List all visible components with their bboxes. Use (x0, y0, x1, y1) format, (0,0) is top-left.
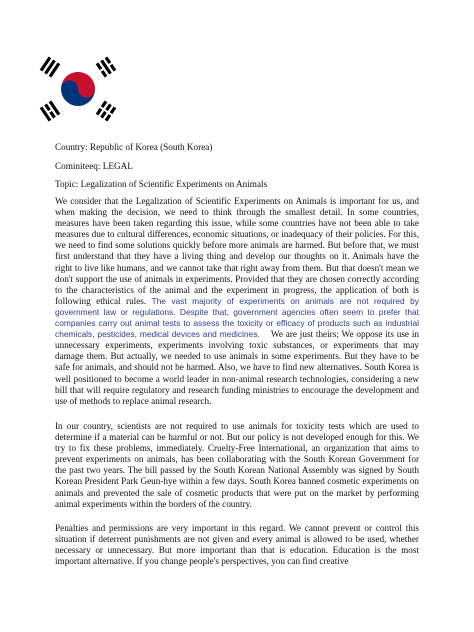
trigram-top-left (40, 56, 61, 77)
paragraph-2: In our country, scientists are not required to use animals for toxicity tests which are used to determine if a material can be harmful or not. But our policy is not developed enough for this. We try to fix these problems, immediately. Cruelty-Free International, an organization that aims to prevent experiments on animals, has been collaborating with the South Korean Government for the past two years. The bill passed by the South Korean National Assembly was signed by South Korean President Park Geun-hye within a few days. South Korea banned cosmetic experiments on animals and prevented the sale of cosmetic products that were put on the market by performing animal experiments within the borders of the country. (55, 421, 419, 509)
trigram-bottom-right (96, 100, 117, 121)
paragraph-3: Penalties and permissions are very important in this regard. We cannot prevent or control this situation if deterrent punishments are not given and every animal is allowed to be used, whether necessary or unnecessary. But more important than that is education. Education is the most important alternative. If you change people's perspectives, you can find creative (55, 523, 419, 567)
paragraph-1-text-b: We are just theirs; We oppose its use in unnecessary experiments, experiments involving toxic substances, or experiments that may damage them. But actually, we needed to use animals in some experiments. But they have to be safe for animals, and should not be harmed. Also, we have to find new alternatives. South Korea is well positioned to become a world leader in non-animal research technologies, considering a new bill that will require regulatory and research funding ministries to encourage the development and use of methods to replace animal research. (55, 329, 422, 406)
trigram-bottom-left (40, 100, 61, 121)
country-line: Country: Republic of Korea (South Korea) (55, 142, 213, 152)
south-korea-flag-icon (36, 54, 120, 124)
paragraph-1-text-a: We consider that the Legalization of Scientific Experiments on Animals is important for us, and when making the decision, we need to think through the smallest detail. In some countries, measures have been taken regarding this issue, while some countries have not been able to take measures due to cultural differences, economic situations, or inadequacy of their policies. For this, we need to find some solutions quickly before more animals are harmed. But before that, we must first understand that they have a living thing and develop our thoughts on it. Animals have the right to live like humans, and we cannot take that right away from them. But that doesn't mean we don't support the use of animals in experiments. Provided that they are chosen correctly according to the characteristics of the animal and the experiment in progress, the application of both is following ethical rules. (55, 196, 419, 306)
taegeuk-emblem (61, 72, 95, 106)
topic-line: Topic: Legalization of Scientific Experiments on Animals (55, 179, 268, 189)
committee-line: Cominiteeq: LEGAL (55, 161, 133, 171)
paragraph-1 (55, 196, 422, 407)
trigram-top-right (96, 56, 117, 77)
quoted-passage: The vast majority of experiments on animals are not required by government law or regulations. Despite that, government agencies often seem to prefer that companies carry out animal tests to assess the toxicity or efficacy of products such as industrial chemicals, pesticides, medical devices and medicines. (55, 295, 419, 340)
